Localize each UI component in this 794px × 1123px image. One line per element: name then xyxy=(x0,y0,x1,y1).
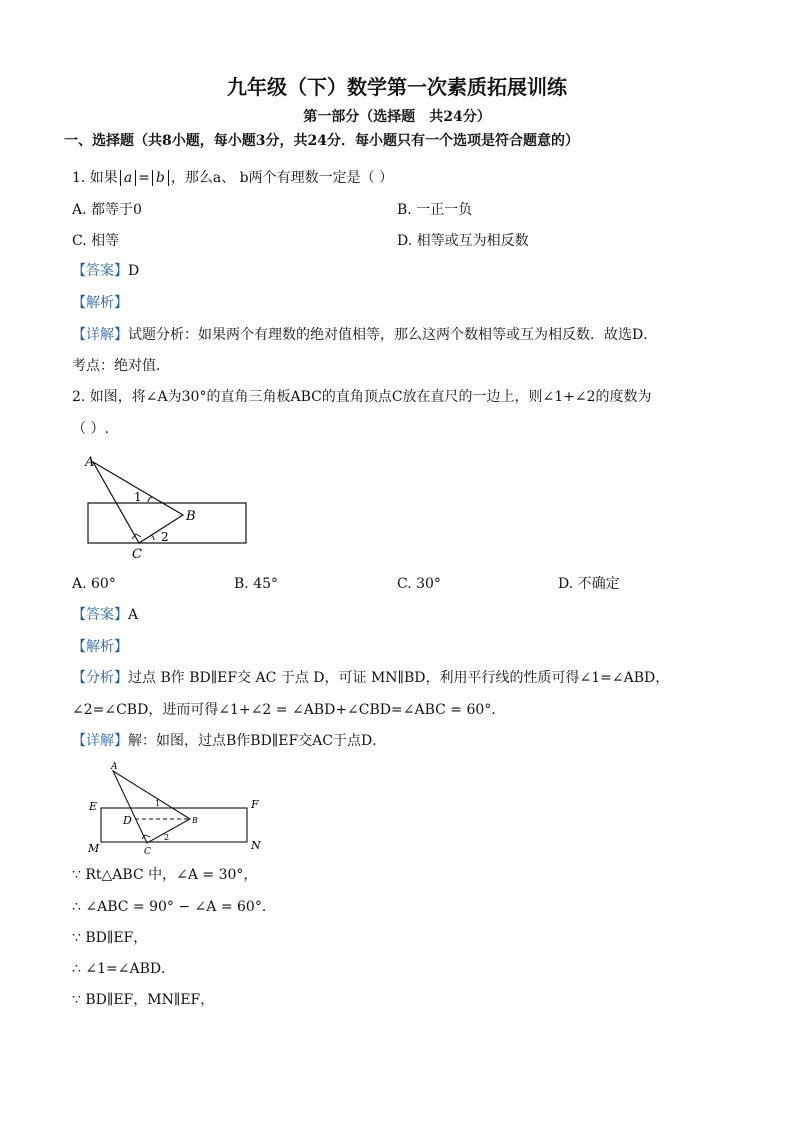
page-subtitle: 第一部分（选择题 共24分） xyxy=(303,109,491,125)
q1-prefix: 1. 如果 xyxy=(72,170,118,186)
label-b-2: B xyxy=(192,816,198,825)
label-n-2: N xyxy=(251,839,261,852)
label-1: 1 xyxy=(134,490,142,504)
q1-abs-a: a xyxy=(120,170,136,186)
q2-option-d: D. 不确定 xyxy=(558,576,620,592)
q1-stem xyxy=(72,169,393,187)
q2-step-5: ∵ BD∥EF，MN∥EF， xyxy=(72,992,215,1008)
q1-option-a: A. 都等于0 xyxy=(72,202,142,218)
q2-fenxi xyxy=(72,669,669,687)
q2-answer xyxy=(72,606,138,624)
q1-answer-value: D xyxy=(128,263,140,279)
q2-step-3: ∵ BD∥EF， xyxy=(72,930,148,946)
label-2: 2 xyxy=(161,530,169,544)
q1-option-d: D. 相等或互为相反数 xyxy=(397,233,529,249)
q2-step-2: ∴ ∠ABC = 90° − ∠A = 60°． xyxy=(72,899,276,915)
label-1-2: 1 xyxy=(155,799,161,808)
q2-analysis-tag: 【解析】 xyxy=(72,639,128,655)
q2-stem-line1: 2. 如图，将∠A为30°的直角三角板ABC的直角顶点C放在直尺的一边上，则∠1+∠2的度数为 xyxy=(72,389,652,405)
label-b: B xyxy=(186,509,196,524)
q1-eq: = xyxy=(138,170,150,186)
detail-tag: 【详解】 xyxy=(72,327,128,343)
label-2-2: 2 xyxy=(164,833,170,842)
label-f-2: F xyxy=(251,798,259,811)
q1-analysis-tag: 【解析】 xyxy=(72,295,128,311)
q1-option-c: C. 相等 xyxy=(72,233,120,249)
q2-stem-line2: （ ）. xyxy=(72,421,109,437)
angle2-arc xyxy=(151,535,154,540)
label-a: A xyxy=(85,455,95,470)
detail-tag-2: 【详解】 xyxy=(72,733,128,749)
angle1-arc xyxy=(148,497,152,502)
q2-analysis-line1: 过点 B作 BD∥EF交 AC 于点 D，可证 MN∥BD，利用平行线的性质可得∠1=∠ABD， xyxy=(128,670,670,686)
label-e-2: E xyxy=(89,800,98,813)
answer-tag: 【答案】 xyxy=(72,263,128,279)
triangle-abc-2 xyxy=(113,771,190,843)
q1-suffix: ，那么a、 b两个有理数一定是（ ） xyxy=(170,170,394,186)
label-d-2: D xyxy=(123,814,132,827)
q2-figure xyxy=(80,452,260,564)
q1-detail xyxy=(72,326,657,344)
q2-detail-text: 解：如图，过点B作BD∥EF交AC于点D． xyxy=(128,733,387,749)
q2-analysis-line2: ∠2=∠CBD，进而可得∠1+∠2 = ∠ABD+∠CBD=∠ABC = 60°． xyxy=(72,702,506,718)
q2-answer-value: A xyxy=(128,607,139,623)
q1-kaodian: 考点：绝对值． xyxy=(72,358,170,374)
fenxi-tag: 【分析】 xyxy=(72,670,128,686)
q2-option-a: A. 60° xyxy=(72,576,116,592)
q1-detail-text: 试题分析：如果两个有理数的绝对值相等，那么这两个数相等或互为相反数．故选D． xyxy=(128,327,658,343)
label-c: C xyxy=(132,547,142,562)
page-title: 九年级（下）数学第一次素质拓展训练 xyxy=(227,75,567,99)
q1-answer xyxy=(72,262,139,280)
label-m-2: M xyxy=(88,842,100,855)
q2-step-4: ∴ ∠1=∠ABD． xyxy=(72,961,176,977)
q2-solution-figure xyxy=(84,760,274,858)
q2-detail xyxy=(72,732,386,750)
answer-tag-2: 【答案】 xyxy=(72,607,128,623)
label-a-2: A xyxy=(111,762,118,772)
q2-step-1: ∵ Rt△ABC 中，∠A = 30°， xyxy=(72,867,258,883)
q2-option-b: B. 45° xyxy=(234,576,279,592)
q1-abs-b: b xyxy=(152,170,169,186)
q1-option-b: B. 一正一负 xyxy=(397,202,473,218)
label-c-2: C xyxy=(144,847,151,857)
section-header: 一、选择题（共8小题，每小题3分，共24分．每小题只有一个选项是符合题意的） xyxy=(64,133,579,149)
q2-option-c: C. 30° xyxy=(397,576,441,592)
